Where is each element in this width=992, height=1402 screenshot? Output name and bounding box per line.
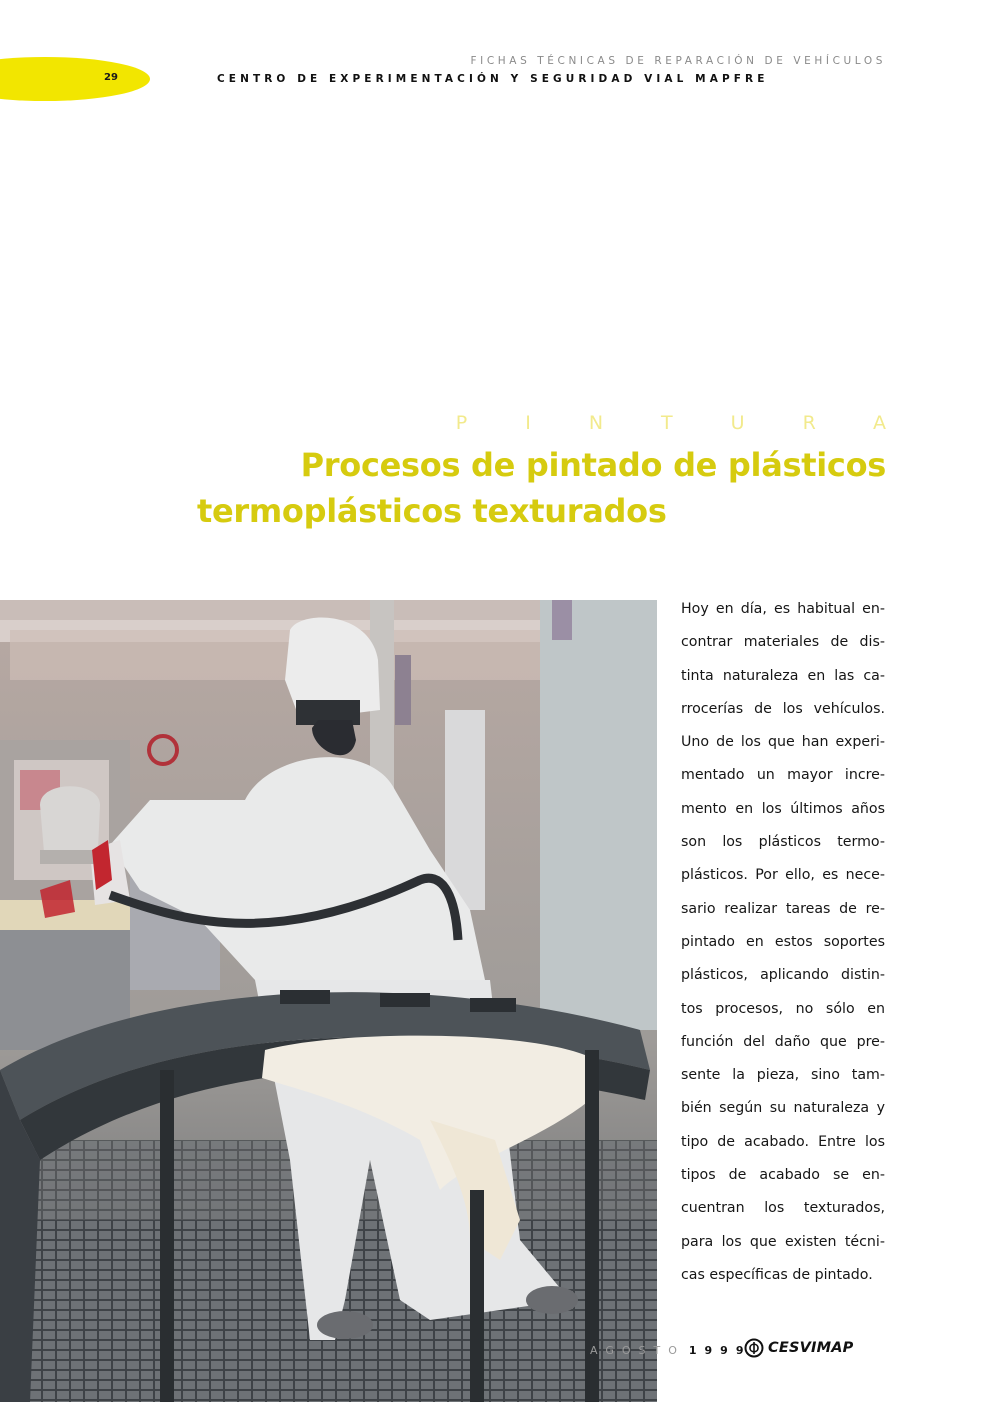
- body-line: para los que existen técni-: [681, 1233, 885, 1250]
- page-number-tab: [0, 57, 150, 101]
- body-line: rrocerías de los vehículos.: [681, 700, 885, 717]
- body-line: pintado en estos soportes: [681, 933, 885, 950]
- page-number: 29: [104, 72, 118, 83]
- body-line: tipos de acabado se en-: [681, 1167, 885, 1184]
- article-title-line-1: Procesos de pintado de plásticos: [300, 446, 886, 484]
- body-line: mento en los últimos años: [681, 800, 885, 817]
- body-line: sario realizar tareas de re-: [681, 900, 885, 917]
- body-line: bién según su naturaleza y: [681, 1100, 885, 1117]
- body-line: plásticos. Por ello, es nece-: [681, 867, 885, 884]
- body-line: cas específicas de pintado.: [681, 1266, 873, 1283]
- body-line: contrar materiales de dis-: [681, 634, 885, 651]
- section-kicker: PINTURA: [455, 412, 944, 434]
- body-line: cuentran los texturados,: [681, 1200, 885, 1217]
- cesvimap-emblem-icon: [744, 1338, 764, 1358]
- body-line: tinta naturaleza en las ca-: [681, 667, 885, 684]
- body-line: sente la pieza, sino tam-: [681, 1067, 885, 1084]
- painter-spraying-bumper-photo: [0, 600, 657, 1402]
- body-line: Uno de los que han experi-: [681, 734, 885, 751]
- issue-year: 1999: [688, 1344, 752, 1357]
- brand-name: CESVIMAP: [768, 1340, 854, 1356]
- body-line: son los plásticos termo-: [681, 834, 885, 851]
- article-title-line-2: termoplásticos texturados: [197, 492, 667, 530]
- body-line: tos procesos, no sólo en: [681, 1000, 885, 1017]
- center-name: CENTRO DE EXPERIMENTACIÓN Y SEGURIDAD VIAL MAPFRE: [217, 73, 769, 85]
- article-body: [681, 593, 885, 1292]
- body-line: Hoy en día, es habitual en-: [681, 601, 885, 617]
- body-line: mentado un mayor incre-: [681, 767, 885, 784]
- body-line: tipo de acabado. Entre los: [681, 1133, 885, 1150]
- cesvimap-logo: [744, 1338, 854, 1358]
- issue-date: [590, 1344, 752, 1357]
- issue-month: AGOSTO: [590, 1344, 685, 1357]
- body-line: función del daño que pre-: [681, 1033, 885, 1050]
- body-line: plásticos, aplicando distin-: [681, 967, 885, 984]
- series-title: FICHAS TÉCNICAS DE REPARACIÓN DE VEHÍCULOS: [470, 55, 886, 67]
